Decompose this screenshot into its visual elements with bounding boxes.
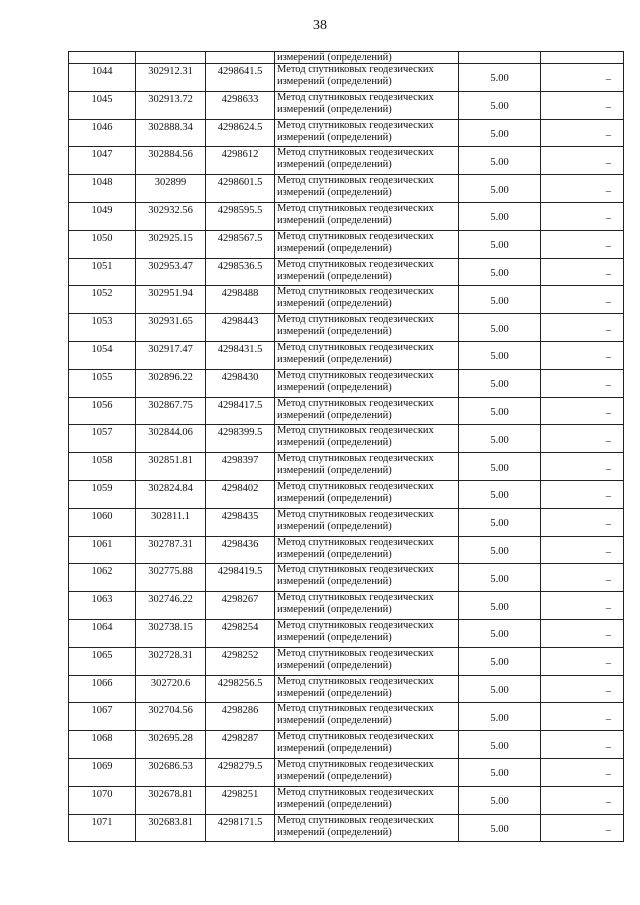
- cell-y: 4298254: [206, 619, 275, 647]
- cell-num: 1051: [69, 258, 136, 286]
- cell-description: –: [541, 814, 624, 842]
- cell-x: 302824.84: [136, 480, 206, 508]
- cell-num: 1063: [69, 592, 136, 620]
- cell-method: [275, 425, 459, 453]
- table-row: [69, 453, 624, 481]
- cell-method: [275, 703, 459, 731]
- cell-description: –: [541, 341, 624, 369]
- cell-method: [275, 786, 459, 814]
- method-line-2: измерений (определений): [277, 437, 392, 449]
- table-row-continued: [69, 52, 624, 64]
- cell-error: 5.00: [459, 91, 541, 119]
- cell-description: –: [541, 286, 624, 314]
- cell-y: 4298256.5: [206, 675, 275, 703]
- table-row: [69, 425, 624, 453]
- table-row: [69, 314, 624, 342]
- method-line-1: Метод спутниковых геодезических: [277, 314, 434, 326]
- method-line-2: измерений (определений): [277, 270, 392, 282]
- cell-method: [275, 480, 459, 508]
- cell-x: 302884.56: [136, 147, 206, 175]
- method-line-2: измерений (определений): [277, 798, 392, 810]
- cell-x: 302867.75: [136, 397, 206, 425]
- table-row: [69, 731, 624, 759]
- cell-error: 5.00: [459, 64, 541, 92]
- method-line-2: измерений (определений): [277, 492, 392, 504]
- method-line-2: измерений (определений): [277, 187, 392, 199]
- cell-error: 5.00: [459, 703, 541, 731]
- method-line-2: измерений (определений): [277, 743, 392, 755]
- cell-method: [275, 314, 459, 342]
- cell-y: 4298595.5: [206, 202, 275, 230]
- cell-error: 5.00: [459, 814, 541, 842]
- method-line-1: Метод спутниковых геодезических: [277, 175, 434, 187]
- cell-method: [275, 258, 459, 286]
- cell-x: 302728.31: [136, 647, 206, 675]
- method-line-1: Метод спутниковых геодезических: [277, 564, 434, 576]
- cell-description: –: [541, 230, 624, 258]
- cell-error: 5.00: [459, 175, 541, 203]
- cell-method: [275, 119, 459, 147]
- cell-x: 302888.34: [136, 119, 206, 147]
- cell-method: [275, 230, 459, 258]
- cell-x: 302844.06: [136, 425, 206, 453]
- cell-x: 302953.47: [136, 258, 206, 286]
- method-line-1: Метод спутниковых геодезических: [277, 369, 434, 381]
- cell-description: –: [541, 675, 624, 703]
- cell-y: 4298171.5: [206, 814, 275, 842]
- cell-y: [206, 52, 275, 64]
- cell-y: 4298624.5: [206, 119, 275, 147]
- cell-error: 5.00: [459, 675, 541, 703]
- cell-x: 302787.31: [136, 536, 206, 564]
- cell-error: [459, 52, 541, 64]
- method-line-2: измерений (определений): [277, 298, 392, 310]
- method-line-2: измерений (определений): [277, 548, 392, 560]
- method-line-2: измерений (определений): [277, 76, 392, 87]
- method-line-1: Метод спутниковых геодезических: [277, 786, 434, 798]
- method-line-2: измерений (определений): [277, 103, 392, 115]
- cell-error: 5.00: [459, 592, 541, 620]
- cell-description: [541, 52, 624, 64]
- cell-y: 4298252: [206, 647, 275, 675]
- cell-error: 5.00: [459, 758, 541, 786]
- method-line-2: измерений (определений): [277, 520, 392, 532]
- cell-num: 1054: [69, 341, 136, 369]
- cell-error: 5.00: [459, 397, 541, 425]
- cell-num: 1062: [69, 564, 136, 592]
- cell-error: 5.00: [459, 258, 541, 286]
- cell-description: –: [541, 453, 624, 481]
- method-line-2: измерений (определений): [277, 465, 392, 477]
- method-line-2: измерений (определений): [277, 576, 392, 588]
- cell-description: –: [541, 202, 624, 230]
- method-line-2: измерений (определений): [277, 326, 392, 338]
- cell-x: 302925.15: [136, 230, 206, 258]
- cell-y: 4298435: [206, 508, 275, 536]
- cell-num: 1067: [69, 703, 136, 731]
- cell-error: 5.00: [459, 536, 541, 564]
- cell-y: 4298417.5: [206, 397, 275, 425]
- cell-x: 302720.6: [136, 675, 206, 703]
- cell-num: 1068: [69, 731, 136, 759]
- cell-error: 5.00: [459, 619, 541, 647]
- cell-x: [136, 52, 206, 64]
- cell-description: –: [541, 592, 624, 620]
- cell-num: [69, 52, 136, 64]
- method-line-2: измерений (определений): [277, 214, 392, 226]
- cell-x: 302931.65: [136, 314, 206, 342]
- cell-error: 5.00: [459, 647, 541, 675]
- cell-error: 5.00: [459, 453, 541, 481]
- cell-method: [275, 564, 459, 592]
- table-row: [69, 647, 624, 675]
- method-line-2: измерений (определений): [277, 715, 392, 727]
- cell-num: 1069: [69, 758, 136, 786]
- method-line-1: Метод спутниковых геодезических: [277, 453, 434, 465]
- cell-error: 5.00: [459, 230, 541, 258]
- cell-method: [275, 91, 459, 119]
- cell-method: [275, 202, 459, 230]
- cell-y: 4298430: [206, 369, 275, 397]
- method-line-1: Метод спутниковых геодезических: [277, 508, 434, 520]
- table-row: [69, 202, 624, 230]
- table-row: [69, 369, 624, 397]
- cell-description: –: [541, 119, 624, 147]
- cell-num: 1055: [69, 369, 136, 397]
- cell-num: 1047: [69, 147, 136, 175]
- cell-description: –: [541, 647, 624, 675]
- cell-x: 302932.56: [136, 202, 206, 230]
- cell-description: –: [541, 564, 624, 592]
- table-row: [69, 675, 624, 703]
- table-row: [69, 175, 624, 203]
- cell-x: 302695.28: [136, 731, 206, 759]
- cell-num: 1050: [69, 230, 136, 258]
- table-row: [69, 258, 624, 286]
- table-row: [69, 147, 624, 175]
- table-row: [69, 91, 624, 119]
- method-line-1: Метод спутниковых геодезических: [277, 230, 434, 242]
- cell-y: 4298431.5: [206, 341, 275, 369]
- method-line-2: измерений (определений): [277, 770, 392, 782]
- cell-description: –: [541, 480, 624, 508]
- method-line-1: Метод спутниковых геодезических: [277, 397, 434, 409]
- cell-x: 302704.56: [136, 703, 206, 731]
- cell-description: –: [541, 147, 624, 175]
- method-line-1: Метод спутниковых геодезических: [277, 619, 434, 631]
- cell-method: измерений (определений): [275, 52, 459, 64]
- cell-x: 302683.81: [136, 814, 206, 842]
- cell-y: 4298267: [206, 592, 275, 620]
- cell-x: 302851.81: [136, 453, 206, 481]
- table-row: [69, 619, 624, 647]
- cell-x: 302913.72: [136, 91, 206, 119]
- method-line-2: измерений (определений): [277, 242, 392, 254]
- cell-x: 302917.47: [136, 341, 206, 369]
- cell-error: 5.00: [459, 508, 541, 536]
- cell-error: 5.00: [459, 786, 541, 814]
- cell-num: 1064: [69, 619, 136, 647]
- cell-error: 5.00: [459, 341, 541, 369]
- cell-num: 1045: [69, 91, 136, 119]
- table-row: [69, 230, 624, 258]
- table-row: [69, 703, 624, 731]
- cell-y: 4298399.5: [206, 425, 275, 453]
- cell-x: 302899: [136, 175, 206, 203]
- cell-num: 1065: [69, 647, 136, 675]
- method-line-1: Метод спутниковых геодезических: [277, 703, 434, 715]
- method-line-2: измерений (определений): [277, 687, 392, 699]
- cell-description: –: [541, 508, 624, 536]
- method-line-2: измерений (определений): [277, 131, 392, 143]
- cell-method: [275, 453, 459, 481]
- cell-x: 302951.94: [136, 286, 206, 314]
- table-row: [69, 536, 624, 564]
- cell-error: 5.00: [459, 119, 541, 147]
- method-line-1: Метод спутниковых геодезических: [277, 258, 434, 270]
- table-row: [69, 814, 624, 842]
- cell-description: –: [541, 175, 624, 203]
- cell-method: [275, 286, 459, 314]
- table-row: [69, 480, 624, 508]
- method-line-1: Метод спутниковых геодезических: [277, 758, 434, 770]
- cell-method: [275, 592, 459, 620]
- cell-y: 4298397: [206, 453, 275, 481]
- method-line-1: Метод спутниковых геодезических: [277, 119, 434, 131]
- method-line-1: Метод спутниковых геодезических: [277, 592, 434, 604]
- table-row: [69, 564, 624, 592]
- cell-num: 1053: [69, 314, 136, 342]
- method-line-2: измерений (определений): [277, 159, 392, 171]
- cell-num: 1046: [69, 119, 136, 147]
- method-line-1: Метод спутниковых геодезических: [277, 147, 434, 159]
- cell-num: 1052: [69, 286, 136, 314]
- method-line-1: Метод спутниковых геодезических: [277, 341, 434, 353]
- cell-description: –: [541, 619, 624, 647]
- method-line-1: Метод спутниковых геодезических: [277, 647, 434, 659]
- table-row: [69, 786, 624, 814]
- cell-y: 4298633: [206, 91, 275, 119]
- cell-num: 1060: [69, 508, 136, 536]
- cell-x: 302738.15: [136, 619, 206, 647]
- method-line-2: измерений (определений): [277, 353, 392, 365]
- cell-description: –: [541, 703, 624, 731]
- cell-y: 4298601.5: [206, 175, 275, 203]
- cell-num: 1048: [69, 175, 136, 203]
- cell-method: [275, 175, 459, 203]
- method-line-1: Метод спутниковых геодезических: [277, 91, 434, 103]
- method-line-2: измерений (определений): [277, 604, 392, 616]
- cell-y: 4298612: [206, 147, 275, 175]
- table-row: [69, 758, 624, 786]
- cell-num: 1071: [69, 814, 136, 842]
- cell-method: [275, 758, 459, 786]
- cell-num: 1044: [69, 64, 136, 92]
- cell-method: [275, 369, 459, 397]
- cell-description: –: [541, 369, 624, 397]
- table-row: [69, 64, 624, 92]
- table-row: [69, 397, 624, 425]
- cell-x: 302775.88: [136, 564, 206, 592]
- method-line-1: Метод спутниковых геодезических: [277, 286, 434, 298]
- method-line-1: Метод спутниковых геодезических: [277, 202, 434, 214]
- cell-y: 4298287: [206, 731, 275, 759]
- table-row: [69, 508, 624, 536]
- cell-description: –: [541, 314, 624, 342]
- cell-y: 4298641.5: [206, 64, 275, 92]
- cell-y: 4298402: [206, 480, 275, 508]
- cell-method: [275, 619, 459, 647]
- cell-method: [275, 675, 459, 703]
- table-row: [69, 286, 624, 314]
- cell-num: 1056: [69, 397, 136, 425]
- cell-y: 4298567.5: [206, 230, 275, 258]
- method-line-1: Метод спутниковых геодезических: [277, 675, 434, 687]
- cell-error: 5.00: [459, 731, 541, 759]
- cell-method: [275, 647, 459, 675]
- cell-method: [275, 64, 459, 92]
- method-line-1: Метод спутниковых геодезических: [277, 425, 434, 437]
- method-line-1: Метод спутниковых геодезических: [277, 814, 434, 826]
- cell-y: 4298279.5: [206, 758, 275, 786]
- cell-method: [275, 341, 459, 369]
- cell-error: 5.00: [459, 480, 541, 508]
- cell-description: –: [541, 536, 624, 564]
- cell-description: –: [541, 258, 624, 286]
- cell-method: [275, 147, 459, 175]
- table-row: [69, 119, 624, 147]
- method-line-2: измерений (определений): [277, 826, 392, 838]
- method-line-1: Метод спутниковых геодезических: [277, 731, 434, 743]
- cell-error: 5.00: [459, 286, 541, 314]
- table-row: [69, 592, 624, 620]
- cell-num: 1066: [69, 675, 136, 703]
- cell-error: 5.00: [459, 564, 541, 592]
- cell-error: 5.00: [459, 425, 541, 453]
- cell-y: 4298536.5: [206, 258, 275, 286]
- cell-method: [275, 731, 459, 759]
- table-row: [69, 341, 624, 369]
- cell-error: 5.00: [459, 202, 541, 230]
- cell-y: 4298443: [206, 314, 275, 342]
- cell-x: 302896.22: [136, 369, 206, 397]
- cell-description: –: [541, 786, 624, 814]
- method-line-1: Метод спутниковых геодезических: [277, 536, 434, 548]
- method-line-2: измерений (определений): [277, 381, 392, 393]
- cell-error: 5.00: [459, 369, 541, 397]
- cell-error: 5.00: [459, 147, 541, 175]
- page-number: 38: [313, 18, 327, 33]
- cell-method: [275, 397, 459, 425]
- cell-description: –: [541, 397, 624, 425]
- cell-x: 302686.53: [136, 758, 206, 786]
- cell-num: 1057: [69, 425, 136, 453]
- cell-y: 4298286: [206, 703, 275, 731]
- cell-x: 302912.31: [136, 64, 206, 92]
- cell-method: [275, 536, 459, 564]
- cell-y: 4298488: [206, 286, 275, 314]
- method-line-2: измерений (определений): [277, 409, 392, 421]
- cell-description: –: [541, 758, 624, 786]
- method-line-2: измерений (определений): [277, 659, 392, 671]
- method-line-1: Метод спутниковых геодезических: [277, 64, 434, 75]
- cell-method: [275, 814, 459, 842]
- cell-x: 302746.22: [136, 592, 206, 620]
- cell-num: 1061: [69, 536, 136, 564]
- cell-error: 5.00: [459, 314, 541, 342]
- cell-description: –: [541, 91, 624, 119]
- cell-num: 1059: [69, 480, 136, 508]
- cell-num: 1049: [69, 202, 136, 230]
- cell-x: 302678.81: [136, 786, 206, 814]
- cell-y: 4298419.5: [206, 564, 275, 592]
- cell-y: 4298251: [206, 786, 275, 814]
- method-line-2: измерений (определений): [277, 631, 392, 643]
- cell-y: 4298436: [206, 536, 275, 564]
- cell-description: –: [541, 64, 624, 92]
- coordinates-table: [68, 51, 624, 842]
- cell-description: –: [541, 731, 624, 759]
- coordinates-table-body: [69, 52, 624, 842]
- cell-description: –: [541, 425, 624, 453]
- cell-num: 1058: [69, 453, 136, 481]
- cell-x: 302811.1: [136, 508, 206, 536]
- cell-num: 1070: [69, 786, 136, 814]
- cell-method: [275, 508, 459, 536]
- method-line-1: Метод спутниковых геодезических: [277, 480, 434, 492]
